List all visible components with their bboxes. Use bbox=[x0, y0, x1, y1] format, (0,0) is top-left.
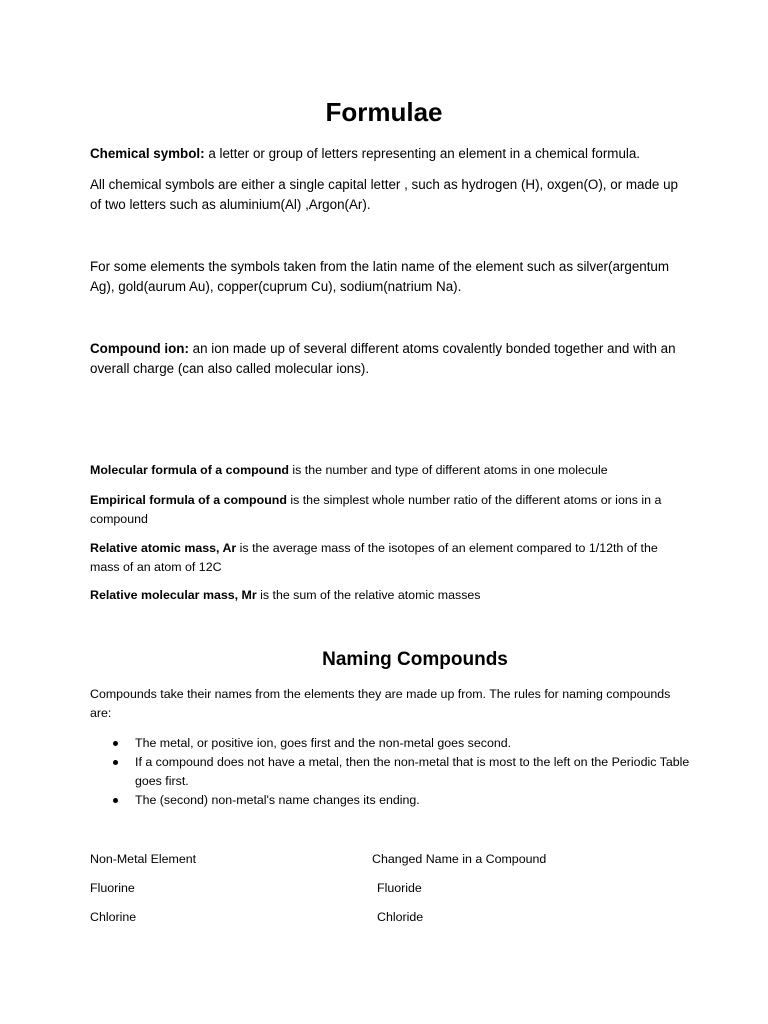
relative-atomic-mass-definition bbox=[90, 539, 690, 577]
bullet-icon bbox=[113, 798, 118, 803]
chemical-symbol-text: a letter or group of letters representing an element in a chemical formula. bbox=[204, 146, 641, 161]
naming-intro: Compounds take their names from the elements they are made up from. The rules for naming compounds are: bbox=[90, 687, 671, 720]
page-title: Formulae bbox=[325, 97, 443, 127]
chemical-symbol-definition bbox=[90, 144, 690, 164]
list-item bbox=[90, 734, 690, 753]
definition-term: Empirical formula of a compound bbox=[90, 493, 287, 507]
compound-ion-definition bbox=[90, 339, 690, 379]
naming-compounds-heading: Naming Compounds bbox=[322, 649, 508, 670]
bullet-icon bbox=[113, 741, 118, 746]
table-header-changed-name: Changed Name in a Compound bbox=[372, 852, 547, 866]
empirical-formula-definition bbox=[90, 491, 690, 529]
rule-text: The (second) non-metal's name changes its ending. bbox=[135, 793, 420, 807]
table-cell-changed-name: Fluoride bbox=[377, 881, 422, 895]
naming-rules-list bbox=[90, 734, 690, 810]
table-cell-element: Fluorine bbox=[90, 881, 135, 895]
list-item bbox=[90, 753, 690, 791]
relative-molecular-mass-definition bbox=[90, 586, 690, 605]
definition-term: Relative molecular mass, Mr bbox=[90, 588, 257, 602]
definition-term: Relative atomic mass, Ar bbox=[90, 541, 237, 555]
definition-text: is the number and type of different atoms in one molecule bbox=[288, 463, 608, 477]
definition-text: is the sum of the relative atomic masses bbox=[256, 588, 481, 602]
list-item bbox=[90, 791, 690, 810]
definition-term: Molecular formula of a compound bbox=[90, 463, 289, 477]
bullet-icon bbox=[113, 760, 118, 765]
definition-text: is the simplest whole number ratio of the different atoms or ions in a compound bbox=[90, 493, 662, 526]
compound-ion-term: Compound ion: bbox=[90, 341, 189, 356]
rule-text: If a compound does not have a metal, then the non-metal that is most to the left on the Periodic Table goes first. bbox=[135, 755, 690, 788]
molecular-formula-definition bbox=[90, 461, 690, 480]
table-cell-element: Chlorine bbox=[90, 910, 137, 924]
definition-text: is the average mass of the isotopes of an element compared to 1/12th of the mass of an atom of 12C bbox=[90, 541, 658, 574]
compound-ion-text: an ion made up of several different atoms covalently bonded together and with an overall charge (can also called molecular ions). bbox=[90, 341, 676, 376]
latin-note: For some elements the symbols taken from the latin name of the element such as silver(argentum Ag), gold(aurum Au), copper(cuprum Cu), sodium(natrium Na). bbox=[90, 259, 670, 294]
table-cell-changed-name: Chloride bbox=[377, 910, 424, 924]
chemical-symbol-term: Chemical symbol: bbox=[90, 146, 205, 161]
rule-text: The metal, or positive ion, goes first and the non-metal goes second. bbox=[135, 736, 512, 750]
table-header-element: Non-Metal Element bbox=[90, 852, 197, 866]
symbols-note: All chemical symbols are either a single capital letter , such as hydrogen (H), oxgen(O), or made up of two letters such as aluminium(Al) ,Argon(Ar). bbox=[90, 177, 678, 212]
